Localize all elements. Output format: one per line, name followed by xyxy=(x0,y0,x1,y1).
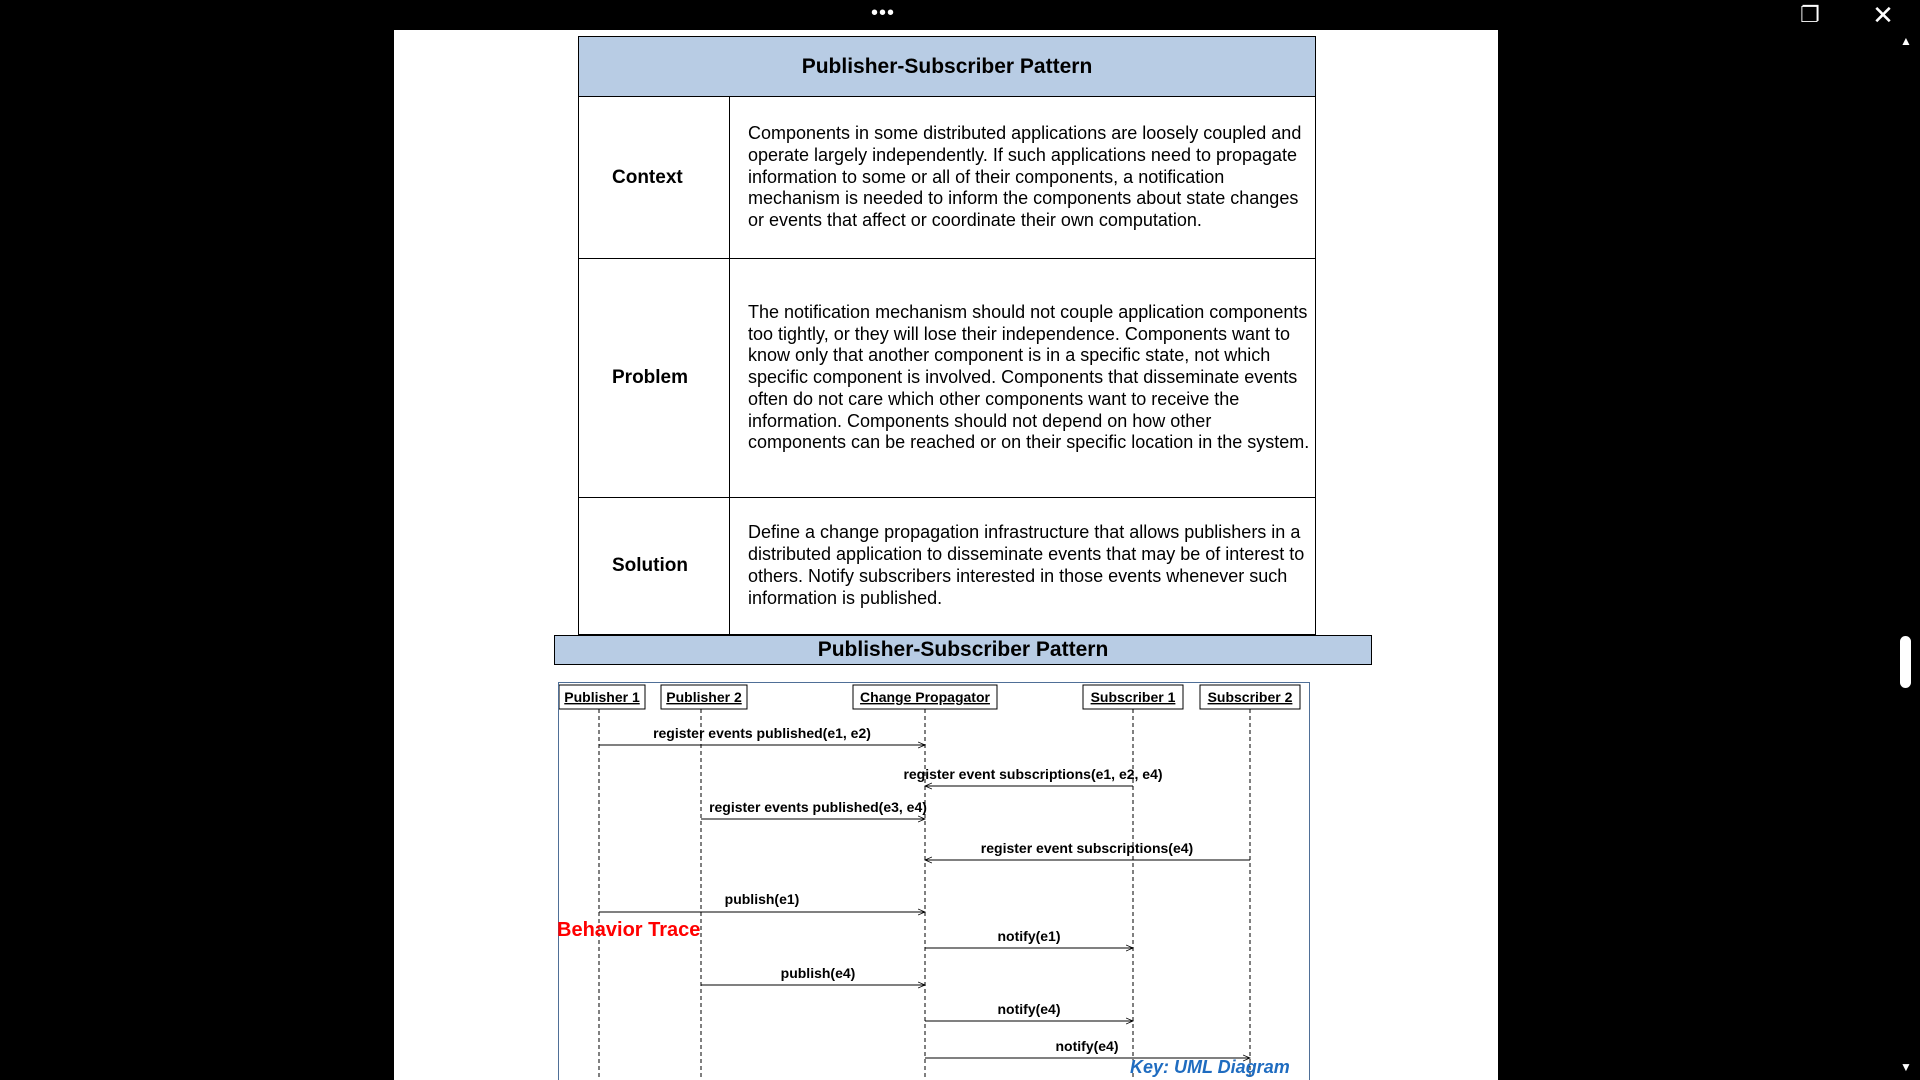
more-options-icon[interactable]: ••• xyxy=(870,2,895,24)
pattern-row-label xyxy=(579,259,730,497)
message-label-1: register events published(e1, e2) xyxy=(653,725,871,741)
behavior-trace-label: Behavior Trace xyxy=(557,919,701,941)
lifeline-label-publisher-2: Publisher 2 xyxy=(666,689,742,705)
lifeline-label-subscriber-2: Subscriber 2 xyxy=(1207,689,1293,705)
row-label-text: Solution xyxy=(612,555,688,576)
pattern-row-label xyxy=(579,97,730,258)
message-label-6: notify(e1) xyxy=(997,928,1061,944)
pattern-row-problem xyxy=(579,259,1315,498)
row-body-text: Components in some distributed applications are loosely coupled and operate largely independently. If such applications need to propagate information to some or all of their components, a notification mechanism is needed to inform the components about state changes or events that affect or coordinate their own computation. xyxy=(748,123,1302,231)
scroll-down-icon[interactable]: ▼ xyxy=(1900,1060,1912,1074)
pattern-table-title: Publisher-Subscriber Pattern xyxy=(579,37,1315,97)
message-label-2: register event subscriptions(e1, e2, e4) xyxy=(903,766,1163,782)
pattern-row-text xyxy=(748,498,1313,634)
diagram-title: Publisher-Subscriber Pattern xyxy=(554,635,1372,665)
pattern-row-solution xyxy=(579,498,1315,634)
sequence-diagram xyxy=(558,682,1310,1080)
row-body-text: Define a change propagation infrastructure that allows publishers in a distributed application to disseminate events that may be of interest to others. Notify subscribers interested in those events whenever such information is published. xyxy=(748,522,1305,608)
sequence-diagram-canvas xyxy=(559,683,1311,1080)
message-label-7: publish(e4) xyxy=(780,965,856,981)
message-label-4: register event subscriptions(e4) xyxy=(980,840,1194,856)
diagram-key-label: Key: UML Diagram xyxy=(1130,1057,1290,1077)
row-label-text: Problem xyxy=(612,367,689,388)
restore-window-icon[interactable]: ❐ xyxy=(1800,2,1820,27)
pattern-row-context xyxy=(579,97,1315,259)
pattern-row-label xyxy=(579,498,730,634)
pattern-row-text xyxy=(748,259,1313,497)
lifeline-label-change-propagator: Change Propagator xyxy=(860,689,990,705)
lifeline-label-subscriber-1: Subscriber 1 xyxy=(1090,689,1176,705)
message-label-9: notify(e4) xyxy=(1055,1038,1119,1054)
scroll-up-icon[interactable]: ▲ xyxy=(1900,34,1912,48)
pattern-row-text xyxy=(748,97,1313,258)
row-body-text: The notification mechanism should not couple application components too tightly, or they will lose their independence. Components want to know only that another component is in a specific state, not which specific component is involved. Components that disseminate events often do not care which other components want to receive the information. Components should not depend on how other components can be reached or on their specific location in the system. xyxy=(748,301,1310,453)
pattern-table xyxy=(578,36,1316,635)
window-title-bar xyxy=(0,0,1920,30)
message-label-3: register events published(e3, e4) xyxy=(709,799,927,815)
row-label-text: Context xyxy=(612,166,683,188)
lifeline-label-publisher-1: Publisher 1 xyxy=(564,689,640,705)
scrollbar-thumb[interactable] xyxy=(1900,636,1911,688)
message-label-5: publish(e1) xyxy=(724,891,800,907)
vertical-scrollbar[interactable] xyxy=(1892,30,1920,1080)
document-page xyxy=(394,30,1498,1080)
message-label-8: notify(e4) xyxy=(997,1001,1061,1017)
close-window-icon[interactable]: ✕ xyxy=(1872,0,1894,30)
